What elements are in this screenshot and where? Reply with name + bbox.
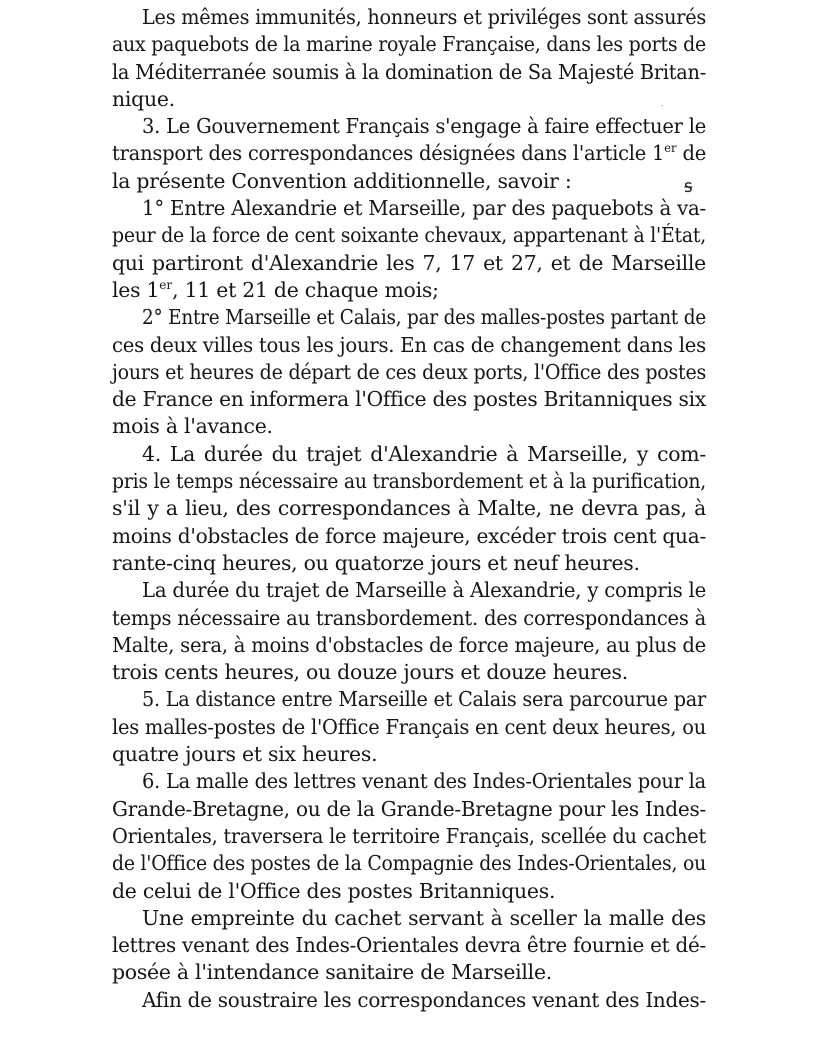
text-line: [112, 168, 706, 195]
text-line: [112, 332, 706, 359]
text-line: [112, 932, 706, 959]
text-line: [112, 823, 706, 850]
line-text: aux paquebots de la marine royale Française, dans les ports de: [112, 32, 706, 57]
line-text: Malte, sera, à moins d'obstacles de force majeure, au plus de: [112, 632, 706, 657]
text-line: [112, 413, 706, 440]
line-text: peur de la force de cent soixante chevaux, appartenant à l'État,: [112, 223, 706, 248]
line-text: lettres venant des Indes-Orientales devra être fournie et dé-: [112, 933, 706, 958]
line-text: trois cents heures, ou douze jours et douze heures.: [112, 660, 628, 685]
line-text: jours et heures de départ de ces deux ports, l'Office des postes: [112, 359, 706, 384]
line-text: les malles-postes de l'Office Français en cent deux heures, ou: [112, 714, 706, 739]
text-line: [112, 4, 706, 31]
line-text: nique.: [112, 86, 175, 111]
superscript: er: [664, 141, 677, 156]
line-text: 6. La malle des lettres venant des Indes-Orientales pour la: [142, 769, 706, 794]
text-line: [112, 195, 706, 222]
line-text: moins d'obstacles de force majeure, excéder trois cent qua-: [112, 523, 706, 548]
line-text: temps nécessaire au transbordement. des correspondances à: [112, 605, 706, 630]
text-line: [112, 523, 706, 550]
text-line: [112, 250, 706, 277]
line-text: ces deux villes tous les jours. En cas de changement dans les: [112, 332, 706, 357]
line-text-continued: , 11 et 21 de chaque mois;: [172, 277, 439, 302]
line-text: posée à l'intendance sanitaire de Marseille.: [112, 960, 553, 985]
line-text-continued: de: [676, 141, 706, 166]
line-text: Les mêmes immunités, honneurs et priviléges sont assurés: [142, 5, 706, 29]
text-line: [112, 495, 706, 522]
text-line: [112, 741, 706, 768]
text-line: [112, 304, 706, 331]
line-text: 5. La distance entre Marseille et Calais sera parcourue par: [142, 687, 706, 712]
text-line: [112, 987, 706, 1014]
line-text: de France en informera l'Office des postes Britanniques six: [112, 387, 706, 412]
line-text: pris le temps nécessaire au transbordement et à la purification,: [112, 469, 706, 494]
line-text: mois à l'avance.: [112, 414, 273, 439]
text-line: [112, 878, 706, 905]
text-line: [112, 31, 706, 58]
line-text: Orientales, traversera le territoire Français, scellée du cachet: [112, 823, 706, 848]
line-text: 3. Le Gouvernement Français s'engage à faire effectuer le: [142, 114, 706, 139]
ink-mark: ꟊ: [684, 176, 693, 197]
text-line: [112, 768, 706, 795]
text-line: [112, 140, 706, 167]
document-page: [112, 4, 706, 1014]
line-text: rante-cinq heures, ou quatorze jours et neuf heures.: [112, 550, 640, 575]
line-text: La durée du trajet de Marseille à Alexandrie, y compris le: [142, 578, 706, 603]
text-line: [112, 386, 706, 413]
text-line: [112, 277, 706, 304]
text-line: [112, 686, 706, 713]
line-text: la présente Convention additionnelle, savoir :: [112, 168, 572, 193]
line-text: 2° Entre Marseille et Calais, par des malles-postes partant de: [142, 305, 706, 330]
line-text: s'il y a lieu, des correspondances à Malte, ne devra pas, à: [112, 496, 706, 521]
text-line: [112, 113, 706, 140]
line-text: Grande-Bretagne, ou de la Grande-Bretagne pour les Indes-: [112, 796, 706, 821]
text-line: [112, 659, 706, 686]
superscript: er: [159, 277, 173, 292]
line-text: de celui de l'Office des postes Britanniques.: [112, 878, 556, 903]
line-text: Une empreinte du cachet servant à sceller la malle des: [142, 905, 706, 930]
line-text: quatre jours et six heures.: [112, 742, 378, 767]
text-line: [112, 86, 706, 113]
line-text: transport des correspondances désignées dans l'article 1: [112, 141, 665, 166]
text-line: [112, 359, 706, 386]
line-text: Afin de soustraire les correspondances venant des Indes-: [142, 987, 706, 1012]
text-line: [112, 577, 706, 604]
text-line: [112, 714, 706, 741]
text-line: [112, 905, 706, 932]
text-line: [112, 850, 706, 877]
text-line: [112, 222, 706, 249]
text-line: [112, 605, 706, 632]
line-text: la Méditerranée soumis à la domination de Sa Majesté Britan-: [112, 59, 706, 84]
text-line: [112, 468, 706, 495]
line-text: 1° Entre Alexandrie et Marseille, par des paquebots à va-: [142, 196, 706, 221]
line-text: de l'Office des postes de la Compagnie des Indes-Orientales, ou: [112, 851, 706, 876]
text-line: [112, 959, 706, 986]
line-text: 4. La durée du trajet d'Alexandrie à Marseille, y com-: [142, 441, 706, 466]
text-line: [112, 796, 706, 823]
text-line: [112, 441, 706, 468]
line-text: qui partiront d'Alexandrie les 7, 17 et 27, et de Marseille: [112, 250, 706, 275]
line-text: les 1: [112, 277, 160, 302]
text-line: [112, 632, 706, 659]
text-line: [112, 59, 706, 86]
text-line: [112, 550, 706, 577]
